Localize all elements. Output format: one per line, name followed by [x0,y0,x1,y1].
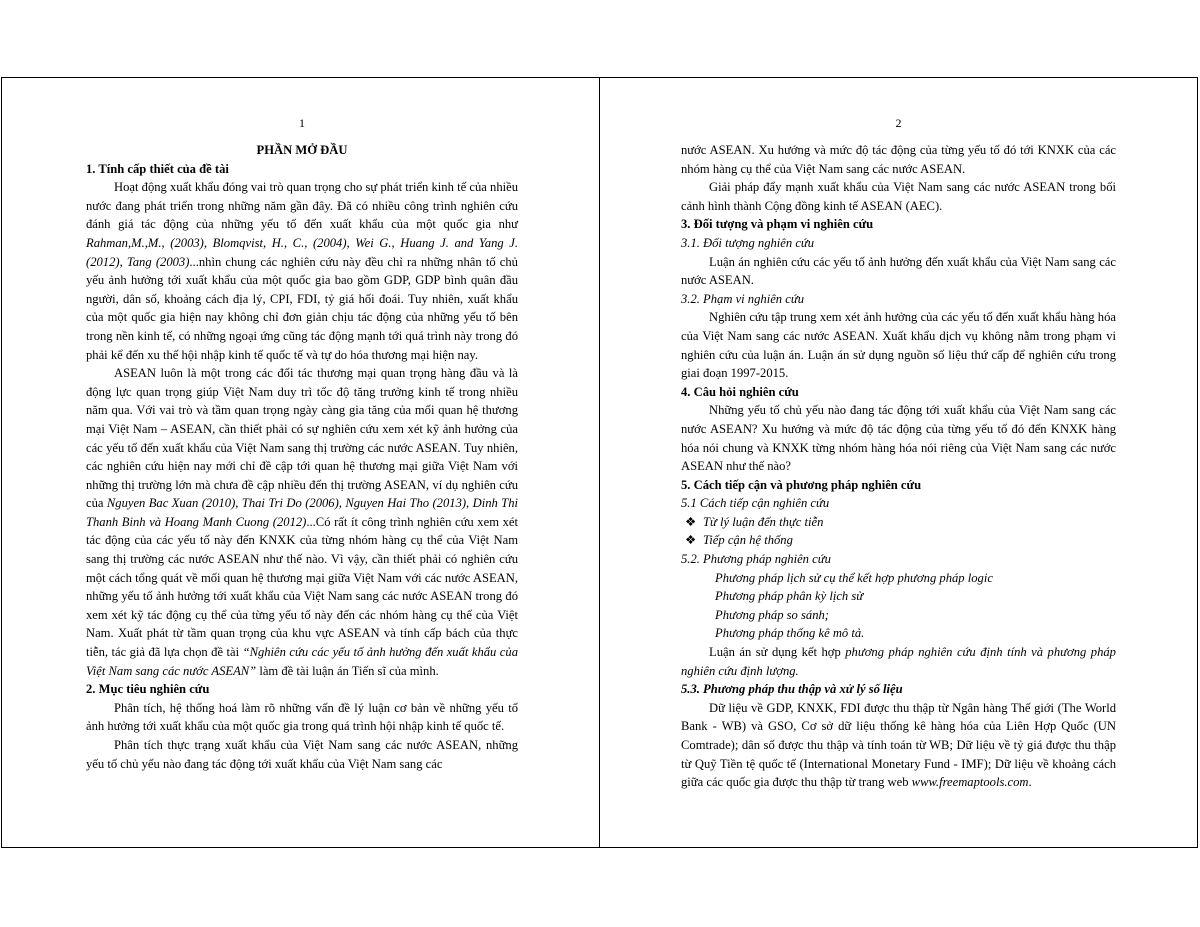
subsection-heading: 5.2. Phương pháp nghiên cứu [681,552,831,567]
page-number: 2 [895,116,902,130]
paragraph-text: . [1028,775,1032,790]
paragraph-text: Hoạt động xuất khẩu đóng vai trò quan trọng cho sự phát triển kinh tế của nhiều nước đang phát triển trong những năm gần đây. Đã có nhiều công trình nghiên cứu đánh giá tác động của những yếu tố đến xuất khẩu của một quốc gia như [86,180,518,232]
subsection-heading: 3.1. Đối tượng nghiên cứu [681,235,815,250]
subsection-heading: 5.3. Phương pháp thu thập và xử lý số liệu [681,682,903,697]
page-right [681,115,1116,792]
bullet-text: Tiếp cận hệ thống [703,533,793,548]
method-item: Phương pháp thống kê mô tả. [715,626,865,641]
paragraph: Phân tích thực trạng xuất khẩu của Việt Nam sang các nước ASEAN, những yếu tố chủ yếu nào đang tác động tới xuất khẩu của Việt Nam sang các [86,738,518,771]
section-heading: 1. Tính cấp thiết của đề tài [86,161,229,176]
paragraph-text: ...Có rất ít công trình nghiên cứu xem xét tác động của các yếu tố này đến KNXK của từng nhóm hàng cụ thể của Việt Nam sang thị trường các nước ASEAN như thế nào. Vì vậy, cần thiết phải có nghiên cứu một cách tổng quát về mối quan hệ thương mại giữa Việt Nam với các nước ASEAN, những yếu tố ảnh hưởng tới xuất khẩu của Việt Nam sang các nước ASEAN trong đó xem xét kỹ tác động cụ thể của từng yếu tố này đến các nhóm hàng cụ thể của Việt Nam. Xuất phát từ tầm quan trọng của khu vực ASEAN và tính cấp bách của thực tiễn, tác giả đã lựa chọn đề tài [86,514,518,660]
website-link[interactable]: www.freemaptools.com [911,775,1029,790]
paragraph-text: Dữ liệu về GDP, KNXK, FDI được thu thập từ Ngân hàng Thế giới (The World Bank - WB) và GSO, Cơ sở dữ liệu thống kê hàng hóa của Liên Hợp Quốc (UN Comtrade); dân số được thu thập và tính toán từ WB; Dữ liệu về tỷ giá được thu thập từ Quỹ Tiền tệ quốc tế (International Monetary Fund - IMF); Dữ liệu về khoảng cách giữa các quốc gia được thu thập từ trang web [681,700,1116,790]
page-title: PHẦN MỞ ĐẦU [256,143,348,157]
section-heading: 2. Mục tiêu nghiên cứu [86,682,210,697]
paragraph [86,364,518,680]
section-heading: 3. Đối tượng và phạm vi nghiên cứu [681,217,874,232]
diamond-bullet-icon: ❖ [685,514,697,529]
method-item: Phương pháp lịch sử cụ thể kết hợp phương pháp logic [715,570,993,585]
subsection-heading: 5.1 Cách tiếp cận nghiên cứu [681,496,830,511]
subsection-heading: 3.2. Phạm vi nghiên cứu [681,291,804,306]
bullet-text: Từ lý luận đến thực tiễn [703,514,824,529]
paragraph: Nghiên cứu tập trung xem xét ảnh hưởng của các yếu tố đến xuất khẩu hàng hóa của Việt Nam sang các nước ASEAN. Xuất khẩu dịch vụ không nằm trong phạm vi nghiên cứu của luận án. Luận án sử dụng nguồn số liệu thứ cấp để nghiên cứu trong giai đoạn 1997-2015. [681,310,1116,381]
page-number: 1 [299,116,305,130]
paragraph-italic: phương pháp nghiên cứu định tính và phương pháp nghiên cứu định lượng. [681,645,1116,678]
citation: Rahman,M.,M., (2003), Blomqvist, H., C., (2004), Wei G., Huang J. and Yang J. (2012), Tang (2003) [86,235,518,269]
paragraph [86,178,518,364]
citation: Nguyen Bac Xuan (2010), Thai Tri Do (2006), Nguyen Hai Tho (2013), Dinh Thi Thanh Binh và Hoang Manh Cuong (2012) [86,496,518,529]
method-item: Phương pháp so sánh; [715,607,829,622]
paragraph: Giải pháp đẩy mạnh xuất khẩu của Việt Nam sang các nước ASEAN trong bối cảnh hình thành Cộng đồng kinh tế ASEAN (AEC). [681,180,1116,213]
page-divider [599,77,600,848]
thesis-topic: “Nghiên cứu các yếu tố ảnh hưởng đến xuất khẩu của Việt Nam sang các nước ASEAN” [86,645,518,678]
paragraph [681,699,1116,792]
paragraph: Phân tích, hệ thống hoá làm rõ những vấn đề lý luận cơ bản về những yếu tố ảnh hưởng tới xuất khẩu của một quốc gia trong quá trình hội nhập kinh tế quốc tế. [86,700,518,734]
paragraph: Luận án nghiên cứu các yếu tố ảnh hưởng đến xuất khẩu của Việt Nam sang các nước ASEAN. [681,254,1116,288]
paragraph-text: ASEAN luôn là một trong các đối tác thương mại quan trọng hàng đầu và là động lực quan trọng giúp Việt Nam duy trì tốc độ tăng trưởng kinh tế trong nhiều năm qua. Với vai trò và tầm quan trọng ngày càng gia tăng của mối quan hệ thương mại Việt Nam – ASEAN, cần thiết phải có sự nghiên cứu xem xét kỹ ảnh hưởng của các yếu tố đến xuất khẩu của Việt Nam sang thị trường các nước ASEAN. Tuy nhiên, các nghiên cứu hiện nay mới chỉ đề cập tới quan hệ thương mại giữa Việt Nam với những thị trường lớn mà chưa đề cập nhiều đến thị trường ASEAN, ví dụ nghiên cứu của [86,366,518,511]
paragraph: Những yếu tố chủ yếu nào đang tác động tới xuất khẩu của Việt Nam sang các nước ASEAN? Xu hướng và mức độ tác động của từng yếu tố đó đến KNXK hàng hóa nói chung và KNXK từng nhóm hàng hóa nói riêng của Việt Nam sang các nước ASEAN như thế nào? [681,403,1116,474]
bullet-item [681,531,1116,550]
diamond-bullet-icon: ❖ [685,533,697,548]
bullet-item [681,513,1116,532]
page-left [86,115,518,773]
section-heading: 5. Cách tiếp cận và phương pháp nghiên cứu [681,477,922,492]
section-heading: 4. Câu hỏi nghiên cứu [681,384,799,399]
paragraph: nước ASEAN. Xu hướng và mức độ tác động của từng yếu tố đó tới KNXK của các nhóm hàng cụ thể của Việt Nam sang các nước ASEAN. [681,143,1116,176]
paragraph-text: Luận án sử dụng kết hợp [709,645,846,660]
method-item: Phương pháp phân kỳ lịch sử [715,589,864,604]
paragraph-text: ...nhìn chung các nghiên cứu này đều chỉ ra những nhân tố chủ yếu ảnh hưởng tới xuất khẩu của một quốc gia bao gồm GDP, GDP bình quân đầu người, dân số, khoảng cách địa lý, CPI, FDI, tỷ giá hối đoái. Tuy nhiên, xuất khẩu của một quốc gia hiện nay không chỉ đơn giản chịu tác động của những yếu tố bên trong nền kinh tế, có những ngoại ứng cũng tác động mạnh tới quá trình này trong đó phải kể đến xu thế hội nhập kinh tế quốc tế và tự do hóa thương mại hiện nay. [86,254,518,362]
paragraph [681,643,1116,680]
paragraph-text: làm đề tài luận án Tiến sĩ của mình. [256,663,439,678]
